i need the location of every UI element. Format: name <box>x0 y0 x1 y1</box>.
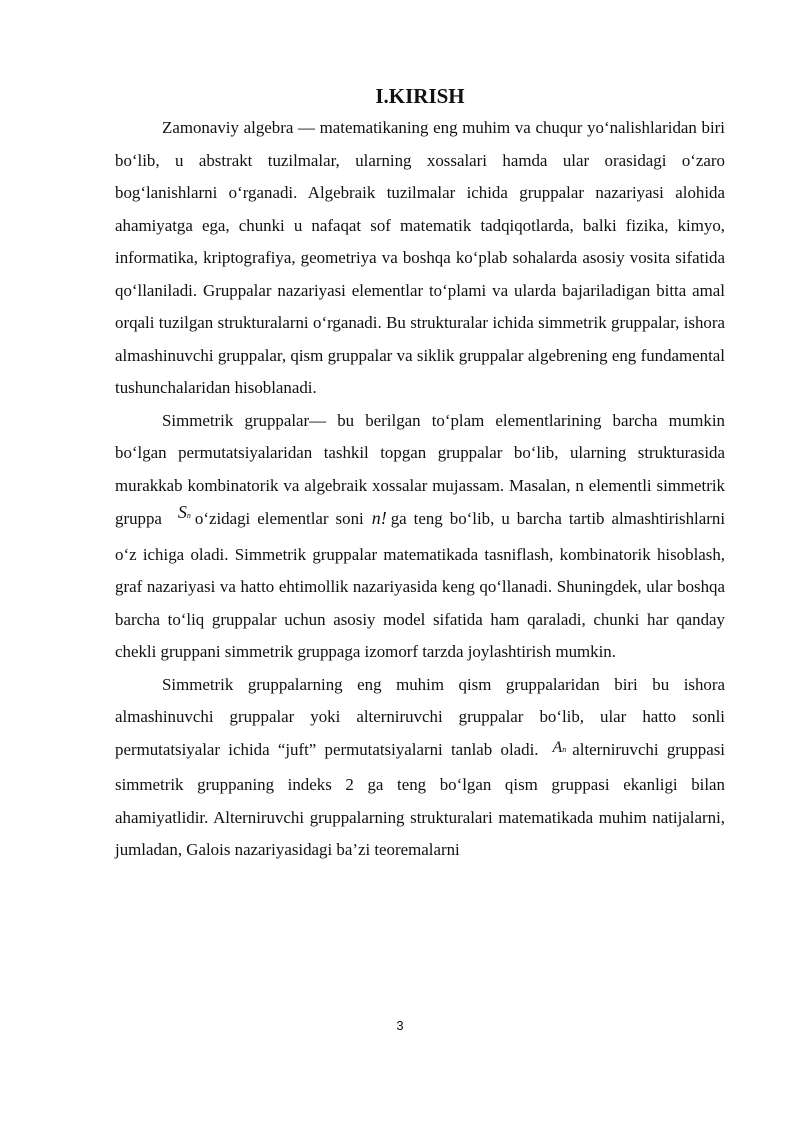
paragraph-alternating-groups <box>115 669 725 867</box>
page-number: 3 <box>396 1018 404 1033</box>
paragraph-alternating-groups-text-b: alterniruvchi gruppasi simmetrik gruppaning indeks 2 ga teng bo‘lgan qism gruppasi ekanligi bilan ahamiyatlidir. Alterniruvchi gruppalarning strukturalari matematikada muhim natijalarni, jumladan, Galois nazariyasidagi ba’zi teoremalarni <box>115 739 725 859</box>
paragraph-symmetric-groups-text-b: o‘zidagi elementlar soni <box>194 509 364 528</box>
symbol-s: S <box>177 502 187 522</box>
alternating-group-symbol <box>553 739 567 756</box>
paragraph-symmetric-groups-text-c: ga teng bo‘lib, u barcha tartib almashtirishlarni o‘z ichiga oladi. Simmetrik gruppalar matematikada tasniflash, kombinatorik hisoblash, graf nazariyasi va hatto ehtimollik nazariyasida keng qo‘llanadi. Shuningdek, ular boshqa barcha to‘liq gruppalar uchun asosiy model sifatida ham qaraladi, chunki har qanday chekli gruppani simmetrik gruppaga izomorf tarzda joylashtirish mumkin. <box>115 509 726 661</box>
paragraph-symmetric-groups-text-a: Simmetrik gruppalar— bu berilgan to‘plam elementlarining barcha mumkin bo‘lgan permutatsiyalaridan tashkil topgan gruppalar bo‘lib, ularning strukturasida murakkab kombinatorik va algebraik xossalar mujassam. Masalan, n elementli simmetrik gruppa <box>115 410 725 528</box>
symbol-a-subscript: n <box>562 744 567 754</box>
symbol-a: A <box>552 738 563 756</box>
section-title: I.KIRISH <box>375 84 465 108</box>
paragraph-alternating-groups-text-a: Simmetrik gruppalarning eng muhim qism gruppalaridan biri bu ishora almashinuvchi gruppalar yoki alterniruvchi gruppalar bo‘lib, ular hatto sonli permutatsiyalar ichida “juft” permutatsiyalarni tanlab oladi. <box>115 674 725 759</box>
body-text <box>115 112 725 867</box>
factorial-symbol: n! <box>371 508 387 528</box>
paragraph-intro: Zamonaviy algebra — matematikaning eng muhim va chuqur yo‘nalishlaridan biri bo‘lib, u abstrakt tuzilmalar, ularning xossalari hamda ular orasidagi o‘zaro bog‘lanishlarni o‘rganadi. Algebraik tuzilmalar ichida gruppalar nazariyasi alohida ahamiyatga ega, chunki u nafaqat sof matematik tadqiqotlarda, balki fizika, kimyo, informatika, kriptografiya, geometriya va boshqa ko‘plab sohalarda asosiy vosita sifatida qo‘llaniladi. Gruppalar nazariyasi elementlar to‘plami va ularda bajariladigan bitta amal orqali tuzilgan strukturalarni o‘rganadi. Bu strukturalar ichida simmetrik gruppalar, ishora almashinuvchi gruppalar, qism gruppalar va siklik gruppalar algebrening eng fundamental tushunchalaridan hisoblanadi. <box>115 118 725 397</box>
symbol-s-subscript: n <box>186 511 191 520</box>
symmetric-group-symbol <box>178 502 191 522</box>
paragraph-symmetric-groups <box>115 405 725 669</box>
